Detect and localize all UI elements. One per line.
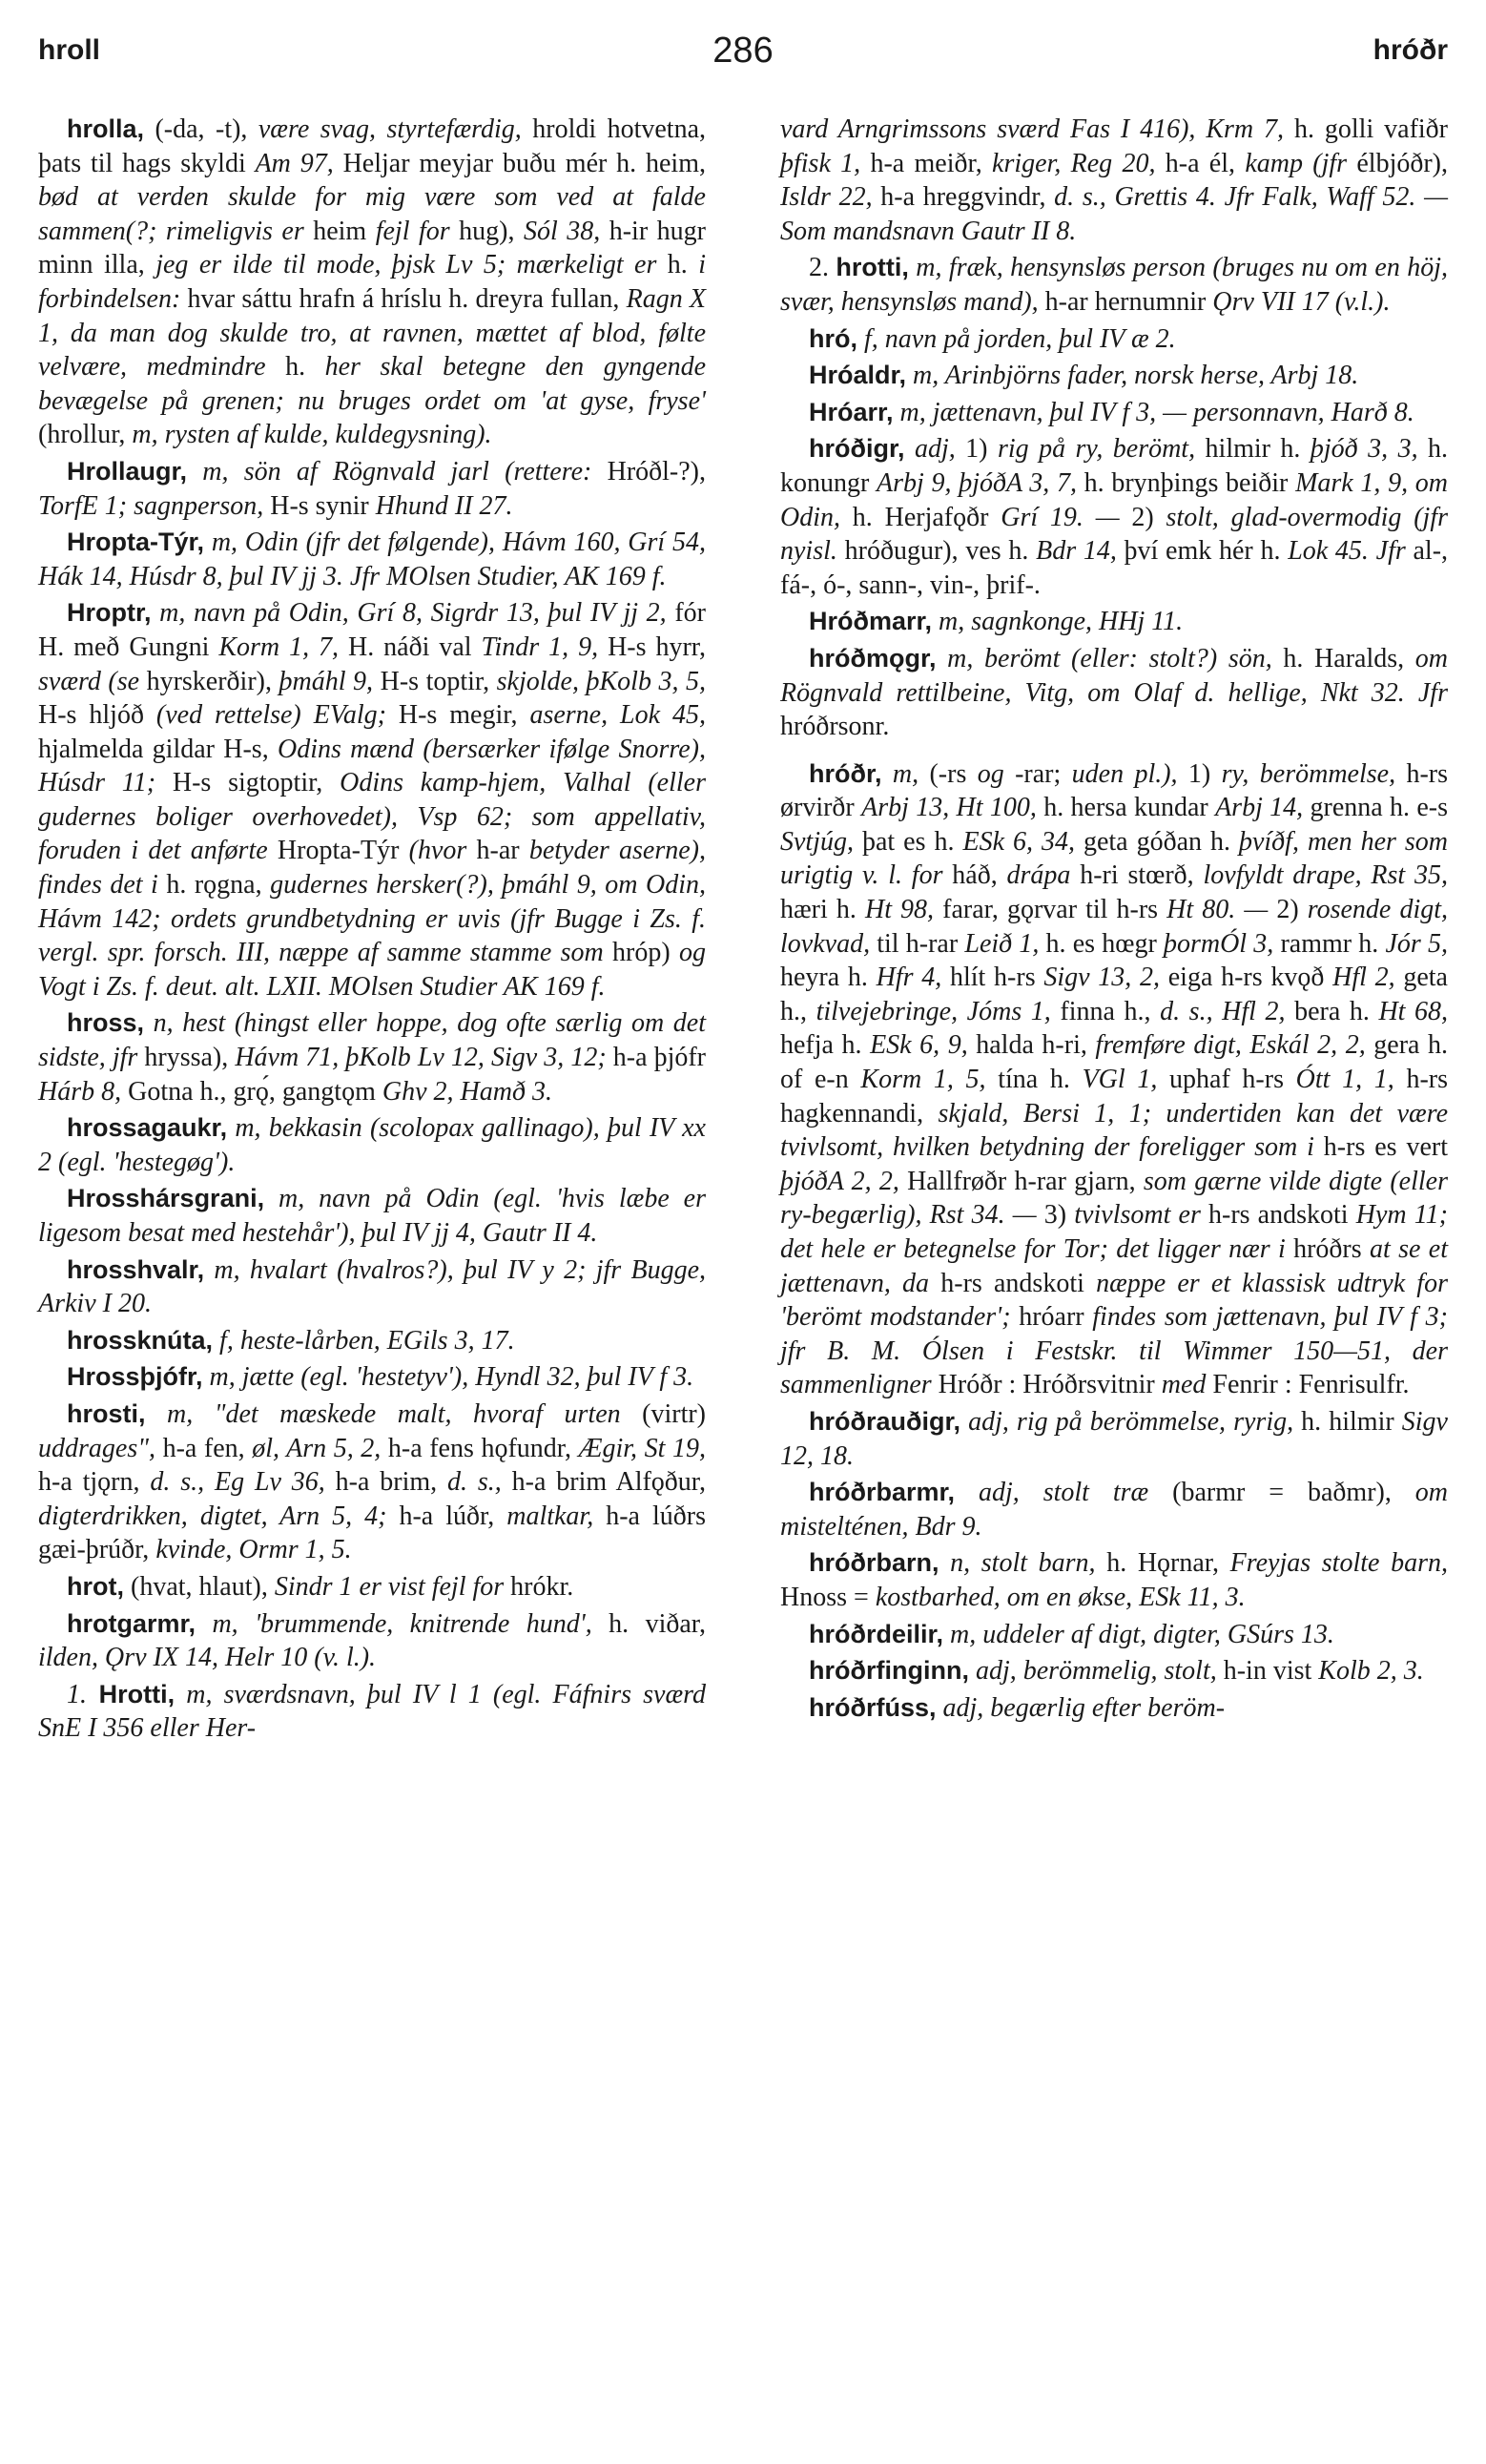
citation-text: bera h. [1285,996,1379,1026]
definition-text: Ægir, St 19, [578,1433,706,1463]
definition-text: m, navn på Odin, Grí 8, Sigrdr 13, þul IV jj 2, [151,598,667,629]
citation-text: h. golli vafiðr [1284,114,1448,144]
definition-text: Bdr 14, [1036,536,1117,567]
definition-text: m, fræk, hensynsløs person (bruges nu om en höj, svær, hensynsløs mand), [780,253,1448,317]
dictionary-entry [780,251,1448,319]
definition-text: m, [881,758,919,789]
definition-text: Ótt 1, 1, [1295,1065,1394,1095]
citation-text: h-in vist [1216,1656,1319,1687]
definition-text: Ht 68, [1378,996,1449,1026]
citation-text: 3) [1036,1200,1075,1231]
definition-text: vard Arngrimssons sværd Fas I 416), Krm 7, [780,114,1285,144]
definition-text: Svtjúg, [780,826,854,857]
dictionary-entry [38,1360,706,1395]
citation-text: h-rs hagkennandi, [780,1065,1448,1128]
citation-text: hefja h. [780,1030,871,1061]
citation-text: h. [656,250,699,280]
citation-text: (hvat, hlaut), [124,1571,275,1602]
definition-text: m, rysten af kulde, kuldegysning). [132,420,492,450]
citation-text: 2) [1268,895,1308,925]
definition-text: Arbj 14, [1215,793,1304,823]
definition-text: d. s., [447,1467,502,1498]
dictionary-entry [38,1182,706,1250]
citation-text: (-da, -t), [144,114,258,144]
citation-text: H-s synir [263,490,376,521]
last-headword: hróðr [1372,34,1448,66]
headword: hróðmǫgr, [809,643,937,673]
headword: hróðr, [809,758,882,788]
definition-text: m, sön af Rögnvald jarl (rettere: [187,456,592,487]
headword: hróðrbarn, [809,1548,939,1578]
definition-text: her skal betegne den gyngende bevægelse på grenen; nu bruges ordet om 'at gyse, fryse' [38,352,706,416]
citation-text: h-rs andskoti [1200,1200,1356,1231]
definition-text: Hárb 8, [38,1076,122,1107]
definition-text: Arbj 13, Ht 100, [861,793,1037,823]
citation-text: h-a fen, [155,1433,253,1463]
definition-text: kamp (jfr [1245,148,1348,178]
definition-text: þmáhl 9, [279,666,374,696]
citation-text: Hallfrøðr h-rar gjarn, [898,1166,1144,1196]
page-header [38,27,1448,84]
citation-text: 1) [1177,758,1222,789]
definition-text: f, heste-lårben, EGils 3, 17. [213,1325,515,1356]
dictionary-entry [780,1546,1448,1614]
definition-text: gudernes hersker(?), þmáhl 9, om Odin, Hávm 142; ordets grundbetydning er uvis (jfr Bugge i Zs. f. vergl. spr. forsch. III, næppe af samme stamme som [38,870,706,968]
citation-text: grenna h. e-s [1303,793,1449,823]
headword: Hróaldr, [809,361,907,390]
citation-text: uphaf h-rs [1157,1065,1296,1095]
dictionary-entry [780,359,1448,393]
citation-text: hug), [449,216,524,246]
definition-text: om mistelténen, Bdr 9. [780,1478,1449,1542]
definition-text: aserne, Lok 45, [529,700,706,731]
definition-text: fejl for [375,216,450,246]
definition-text: at se et jættenavn, da [780,1234,1448,1298]
definition-text: og Vogt i Zs. f. deut. alt. LXII. MOlsen Studier AK 169 f. [38,938,706,1002]
definition-text: ESk 6, 9, [870,1030,968,1061]
definition-text: n, stolt barn, [939,1548,1096,1579]
citation-text: hroldi hotvetna, þats til hags skyldi [38,114,706,178]
citation-text: fór H. með Gungni [38,598,706,662]
definition-text: m, "det mæskede malt, hvoraf urten [145,1398,621,1429]
citation-text: H-s hljóð [38,700,156,731]
definition-text: lovfyldt drape, Rst 35, [1203,860,1448,891]
definition-text: i forbindelsen: [38,250,707,314]
definition-text: Grí 19. — [1001,502,1120,532]
definition-text: Kolb 2, 3. [1318,1656,1424,1687]
definition-text: som gærne vilde digte (eller ry-begærlig), Rst 34. — [780,1166,1448,1231]
dictionary-entry [780,322,1448,357]
definition-text: tvivlsomt er [1074,1200,1201,1231]
definition-text: maltkar, [506,1501,594,1531]
citation-text: heim [303,216,376,246]
headword: hrolla, [67,114,145,143]
definition-text: adj, stolt træ [955,1478,1149,1508]
definition-text: ESk 6, 34, [962,826,1075,857]
definition-text: Leið 1, [964,928,1040,959]
citation-text: (hrollur, [38,420,133,450]
definition-text: skjald, Bersi 1, 1; undertiden kan det være tvivlsomt, hvilken betydning der foreligger som i [780,1098,1448,1163]
citation-text: Hnoss = [780,1582,876,1612]
citation-text: h-ar hernumnir [1038,286,1213,317]
definition-text: Korm 1, 7, [218,632,340,662]
citation-text: hilmir h. [1195,434,1311,465]
definition-text: Sigv 13, 2, [1043,963,1161,993]
citation-text: h-a brim Alfǫður, [501,1467,706,1498]
definition-text: þormÓl 3, [1163,928,1274,959]
citation-text: hryssa), [137,1043,236,1073]
citation-text: h. Herjafǫðr [840,502,1001,532]
citation-text: Hropta-Týr [267,836,409,866]
definition-text: þjóð 3, 3, [1310,434,1418,465]
citation-text: hróðrs [1285,1234,1370,1264]
citation-text: geta góðan h. [1074,826,1239,857]
definition-text: stolt, glad-overmodig (jfr nyisl. [780,502,1448,567]
citation-text: h. hersa kundar [1036,793,1216,823]
headword: Hróðmarr, [809,607,933,636]
citation-text: H-s sigtoptir, [155,768,341,798]
definition-text: sværd (se [38,666,140,696]
first-headword: hroll [38,34,100,66]
definition-text: drápa [1006,860,1071,891]
definition-text: Odins mænd (bersærker ifølge Snorre), Húsdr 11; [38,734,707,798]
definition-text: Hfr 4, [876,963,942,993]
dictionary-entry [780,605,1448,639]
citation-text: eiga h-rs kvǫð [1160,963,1333,993]
dictionary-entry [38,1111,706,1179]
dictionary-entry [780,432,1448,602]
citation-text: (virtr) [620,1398,707,1429]
headword: hróðrfúss, [809,1692,937,1722]
citation-text: hróp) [603,938,679,968]
definition-text: betyder aserne), findes det i [38,836,707,901]
headword: Hróarr, [809,397,894,426]
citation-text: h. hilmir [1293,1406,1402,1437]
definition-text: Hfl 2, [1332,963,1395,993]
dictionary-entry [38,1570,706,1605]
citation-text: hæri h. [780,895,865,925]
definition-text: øl, Arn 5, 2, [252,1433,382,1463]
definition-text: Arbj 9, þjóðA 3, 7, [877,467,1077,498]
definition-text: Hhund II 27. [375,490,513,521]
definition-text: Jór 5, [1385,928,1448,959]
citation-text: h-a él, [1155,148,1246,178]
citation-text: h. [265,352,325,383]
citation-text: heyra h. [780,963,877,993]
citation-text: h. Hǫrnar, [1095,1548,1230,1579]
dictionary-entry [780,396,1448,430]
citation-text: h. brynþings beiðir [1076,467,1296,498]
definition-text: 1. [67,1679,87,1709]
citation-text: til h-rar [870,928,965,959]
citation-text: hvar sáttu hrafn á hríslu h. dreyra fullan, [180,283,627,314]
headword: Hrosshársgrani, [67,1184,265,1213]
dictionary-entry [780,757,1448,1402]
citation-text: h-a tjǫrn, [38,1467,151,1498]
citation-text: h-a hreggvindr, [872,182,1055,213]
right-column [780,113,1448,1728]
definition-text: Sól 38, [523,216,601,246]
headword: hross, [67,1008,145,1038]
dictionary-entry [38,1324,706,1358]
dictionary-entry [780,642,1448,744]
definition-text: adj, berömmelig, stolt, [968,1656,1217,1687]
dictionary-entry [38,1253,706,1321]
citation-text: geta h., [780,963,1448,1026]
definition-text: Hym 11; det hele er betegnelse for Tor; det ligger nær i [780,1200,1448,1264]
headword: hrotgarmr, [67,1608,196,1638]
citation-text: h-rs ørvirðr [780,758,1449,823]
definition-text: rig på ry, berömt, [997,434,1196,465]
definition-text: m, 'brummende, knitrende hund', [196,1608,592,1639]
citation-text: halda h-ri, [967,1030,1096,1061]
definition-text: kriger, Reg 20, [992,148,1156,178]
definition-text: om Rögnvald rettilbeine, Vitg, om Olaf d. hellige, Nkt 32. Jfr [780,643,1449,708]
definition-text: m, hvalart (hvalros?), þul IV y 2; jfr Bugge, Arkiv I 20. [38,1254,706,1319]
dictionary-entry [780,1405,1448,1473]
dictionary-entry [38,1006,706,1108]
definition-text: fremføre digt, Eskál 2, 2, [1095,1030,1366,1061]
headword: hrotti, [836,253,909,282]
definition-text: þjóðA 2, 2, [780,1166,899,1196]
citation-text: h. viðar, [591,1608,706,1639]
dictionary-entry [38,1607,706,1675]
headword: hróðrdeilir, [809,1619,944,1648]
citation-text: h-rs andskoti [929,1268,1097,1298]
page-number: 286 [712,31,774,71]
headword: Hrotti, [87,1679,175,1708]
definition-text: Freyjas stolte barn, [1229,1548,1448,1579]
citation-text: H. náði val [339,632,482,662]
citation-text: Fenrir : Fenrisulfr. [1206,1370,1410,1400]
headword: hróðrauðigr, [809,1406,961,1436]
definition-text: Odins kamp-hjem, Valhal (eller gudernes boliger overhovedet), Vsp 62; som appellativ, foruden i det anførte [38,768,706,866]
citation-text: h-a lúðrs gæi-þrúðr, [38,1501,706,1565]
headword: hróðrbarmr, [809,1478,956,1507]
definition-text: Ghv 2, Hamð 3. [382,1076,552,1107]
dictionary-entry [780,113,1448,248]
headword: hrot, [67,1571,124,1601]
dictionary-entry [38,526,706,593]
definition-text: uddrages", [38,1433,155,1463]
definition-text: d. s., Hfl 2, [1160,996,1286,1026]
definition-text: skjolde, þKolb 3, 5, [496,666,707,696]
citation-text: h. es hœgr [1039,928,1164,959]
citation-text: h-a meiðr, [860,148,993,178]
definition-text: m, Arinbjörns fader, norsk herse, Arbj 18. [906,361,1359,391]
citation-text: h. rǫgna, [157,870,271,901]
definition-text: f, navn på jorden, þul IV æ 2. [857,323,1176,354]
citation-text: hrókr. [504,1571,574,1602]
citation-text: élbjóðr), [1347,148,1448,178]
citation-text: al-, fá-, ó-, sann-, vin-, þrif-. [780,536,1449,600]
headword: hrosshvalr, [67,1254,205,1284]
definition-text: Ragn X 1, da man dog skulde tro, at ravnen, mættet af blod, følte velvære, medmindre [38,283,706,383]
citation-text: Gotna h., grǫ́, gangtǫm [121,1076,382,1107]
definition-text: m, uddeler af digt, digter, GSúrs 13. [943,1619,1334,1649]
citation-text: finna h., [1050,996,1161,1026]
definition-text: d. s., Eg Lv 36, [150,1467,325,1498]
dictionary-entry [38,455,706,523]
definition-text: Sindr 1 er vist fejl for [274,1571,505,1602]
definition-text: (ved rettelse) EValg; [155,700,386,731]
definition-text: VGl 1, [1082,1065,1158,1095]
headword: Hropta-Týr, [67,528,205,557]
definition-text: Ht 80. — [1166,895,1269,925]
left-column [38,113,706,1749]
dictionary-entry [780,1691,1448,1726]
citation-text: 2) [1119,502,1166,532]
headword: Hrollaugr, [67,456,188,486]
citation-text: (-rs [918,758,978,789]
headword: hrossagaukr, [67,1113,228,1143]
headword: hróðigr, [809,434,905,464]
definition-text: Lok 45. Jfr [1288,536,1406,567]
citation-text: því emk hér h. [1116,536,1289,567]
definition-text: Isldr 22, [780,182,873,213]
definition-text: Ht 98, [864,895,935,925]
citation-text: H-s megir, [385,700,530,731]
citation-text: h. konungr [780,434,1449,498]
citation-text: h-ir hugr minn illa, [38,216,706,280]
citation-text: 2. [809,253,836,283]
citation-text: h. Haralds, [1271,643,1415,673]
citation-text: h-a þjófr [606,1043,707,1073]
definition-text: Am 97, [255,148,334,178]
definition-text: m, jættenavn, þul IV f 3, — personnavn, Harð 8. [893,397,1414,427]
citation-text: rammr h. [1273,928,1386,959]
definition-text: bød at verden skulde for mig være som ved at falde sammen(?; rimeligvis er [38,182,706,246]
definition-text: og [977,758,1004,789]
definition-text: þvíðf, men her som urigtig v. l. for [780,826,1448,891]
dictionary-entry [38,1678,706,1746]
dictionary-entry [38,596,706,1004]
definition-text: Hávm 71, þKolb Lv 12, Sigv 3, 12; [235,1043,607,1073]
definition-text: være svag, styrtefærdig, [258,114,522,144]
definition-text: med [1161,1370,1207,1400]
citation-text: 1) [955,434,998,465]
headword: Hroptr, [67,598,152,628]
definition-text: Tindr 1, 9, [481,632,599,662]
dictionary-entry [38,1398,706,1567]
definition-text: m, bekkasin (scolopax gallinago), þul IV xx 2 (egl. 'hestegøg'). [38,1113,706,1177]
headword: hróðrfinginn, [809,1656,969,1686]
definition-text: Sigv 12, 18. [780,1406,1448,1471]
definition-text: d. s., Grettis 4. Jfr Falk, Waff 52. — Som mandsnavn Gautr II 8. [780,182,1448,246]
definition-text: digterdrikken, digtet, Arn 5, 4; [38,1501,387,1531]
definition-text: adj, [904,434,956,465]
citation-text: h-ar [466,836,529,866]
definition-text: uden pl.), [1071,758,1178,789]
dictionary-entry [780,1476,1448,1543]
citation-text: hróðugur), ves h. [836,536,1037,567]
citation-text: -rar; [1003,758,1072,789]
definition-text: m, Odin (jfr det følgende), Hávm 160, Grí 54, Hák 14, Húsdr 8, þul IV jj 3. Jfr MOlsen Studier, AK 169 f. [38,528,706,591]
definition-text: adj, rig på berömmelse, ryrig, [960,1406,1294,1437]
headword: hró, [809,323,857,353]
definition-text: Korm 1, 5, [860,1065,986,1095]
definition-text: findes som jættenavn, þul IV f 3; jfr B. M. Ólsen i Festskr. til Wimmer 150—51, der sammenligner [780,1302,1448,1400]
definition-text: m, sagnkonge, HHj 11. [932,607,1184,637]
citation-text: hróðrsonr. [780,712,890,742]
citation-text: H-s toptir, [373,666,497,696]
definition-text: m, navn på Odin (egl. 'hvis læbe er ligesom besat med hestehår'), þul IV jj 4, Gautr II 4. [38,1184,706,1248]
headword: hrossknúta, [67,1325,214,1355]
definition-text: adj, begærlig efter beröm- [936,1692,1226,1723]
definition-text: TorfE 1; sagnperson, [38,490,264,521]
dictionary-entry [780,1618,1448,1652]
dictionary-entry [38,113,706,452]
citation-text: h-a brim, [324,1467,448,1498]
definition-text: jeg er ilde til mode, þjsk Lv 5; mærkeligt er [155,250,657,280]
citation-text: hyrskerðir), [139,666,279,696]
headword: hrosti, [67,1398,146,1428]
citation-text: H-s hyrr, [598,632,707,662]
definition-text: kostbarhed, om en økse, ESk 11, 3. [875,1582,1246,1612]
definition-text: næppe er et klassisk udtryk for 'berömt modstander'; [780,1268,1448,1333]
citation-text: Hróðr : Hróðrsvitnir [931,1370,1162,1400]
headword: Hrossþjófr, [67,1362,203,1392]
definition-text: tilvejebringe, Jóms 1, [815,996,1051,1026]
definition-text: (hvor [408,836,467,866]
citation-text: h-ri stœrð, [1070,860,1204,891]
citation-text: gera h. of e-n [780,1030,1449,1095]
citation-text: Heljar meyjar buðu mér h. heim, [333,148,706,178]
definition-text: kvinde, Ormr 1, 5. [155,1535,352,1565]
citation-text: h-a fens hǫfundr, [381,1433,579,1463]
citation-text: h-rs es vert [1313,1132,1448,1163]
citation-text: (barmr = baðmr), [1148,1478,1415,1508]
citation-text: Hróðl-?), [591,456,707,487]
definition-text: m, berömt (eller: stolt?) sön, [936,643,1272,673]
citation-text: háð, [942,860,1007,891]
definition-text: þfisk 1, [780,148,861,178]
definition-text: m, sværdsnavn, þul IV l 1 (egl. Fáfnirs sværd SnE I 356 eller Her- [38,1679,706,1744]
definition-text: Ǫrv VII 17 (v.l.). [1212,286,1391,317]
definition-text: ry, berömmelse, [1221,758,1396,789]
definition-text: rosende digt, lovkvad, [780,895,1449,959]
citation-text: hjalmelda gildar H-s, [38,734,278,764]
definition-text: m, jætte (egl. 'hestetyv'), Hyndl 32, þul IV f 3. [202,1362,694,1393]
definition-text: n, hest (hingst eller hoppe, dog ofte særlig om det sidste, jfr [38,1008,706,1073]
citation-text: þat es h. [854,826,963,857]
definition-text: ilden, Ǫrv IX 14, Helr 10 (v. l.). [38,1643,377,1673]
definition-text: Mark 1, 9, om Odin, [780,467,1449,532]
citation-text: tína h. [985,1065,1083,1095]
citation-text: hlít h-rs [941,963,1044,993]
dictionary-entry [780,1654,1448,1688]
citation-text: h-a lúðr, [386,1501,507,1531]
citation-text: hróarr [1010,1302,1093,1333]
citation-text: farar, gǫrvar til h-rs [934,895,1167,925]
